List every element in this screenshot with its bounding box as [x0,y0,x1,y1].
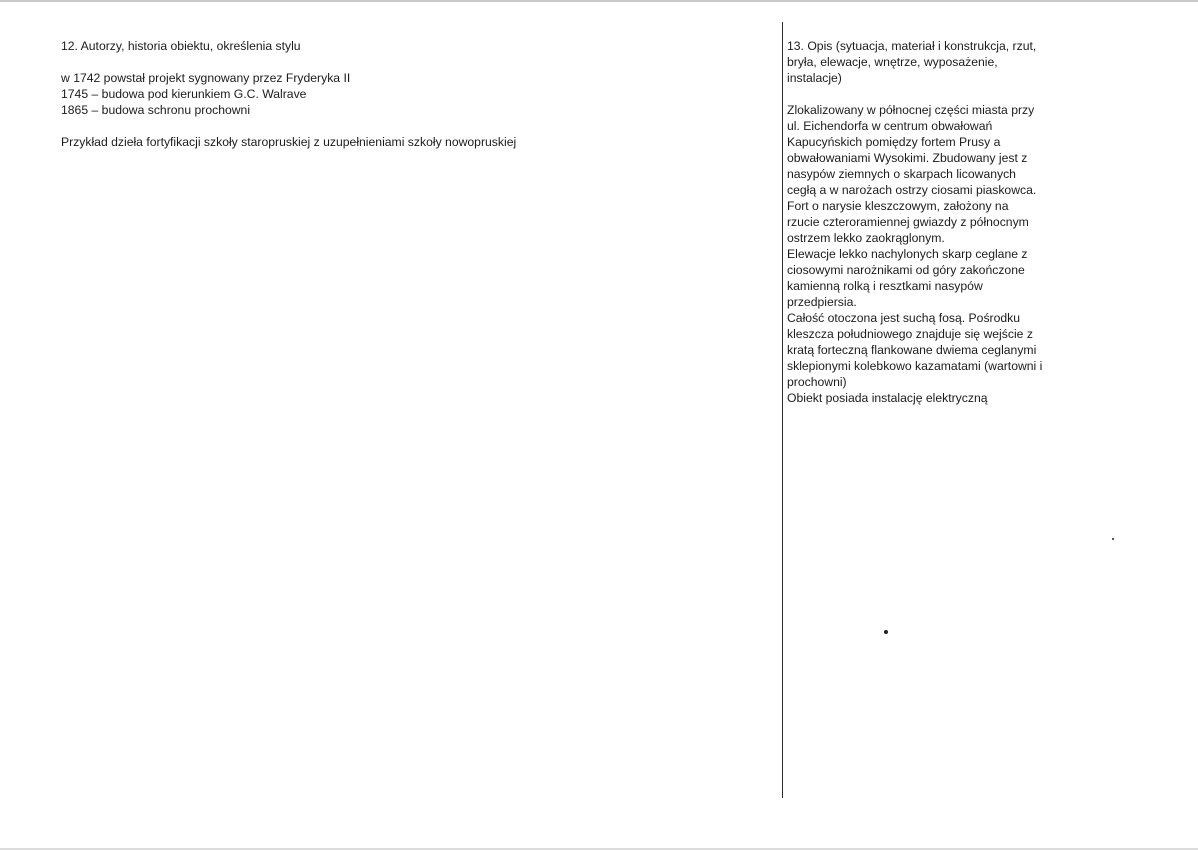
history-entry-1745: 1745 – budowa pod kierunkiem G.C. Walrave [61,87,307,101]
spacer [61,54,761,70]
description-line: Elewacje lekko nachylonych skarp ceglane z [787,247,1028,261]
section-12-heading: 12. Autorzy, historia obiektu, określenia stylu [61,39,301,53]
description-line: Kapucyńskich pomiędzy fortem Prusy a [787,135,1001,149]
section-13-heading-line: instalacje) [787,71,842,85]
history-entry-1865: 1865 – budowa schronu prochowni [61,103,251,117]
style-summary: Przykład dzieła fortyfikacji szkoły staropruskiej z uzupełnieniami szkoły nowopruskiej [61,135,517,149]
section-13-heading-line: bryła, elewacje, wnętrze, wyposażenie, [787,55,998,69]
description-line: cegłą a w narożach ostrzy ciosami piaskowca. [787,183,1037,197]
description-line: Zlokalizowany w północnej części miasta przy [787,103,1035,117]
description-line: Całość otoczona jest suchą fosą. Pośrodku [787,311,1021,325]
description-line: sklepionymi kolebkowo kazamatami (wartowni i [787,359,1043,373]
description-line: ostrzem lekko zaokrąglonym. [787,231,945,245]
description-line: kamienną rolką i resztkami nasypów [787,279,983,293]
description-line: obwałowaniami Wysokimi. Zbudowany jest z [787,151,1028,165]
section-12 [61,38,761,150]
description-line: ul. Eichendorfa w centrum obwałowań [787,119,993,133]
spacer [61,118,761,134]
spacer [787,86,1117,102]
description-line: kratą forteczną flankowane dwiema ceglanymi [787,343,1037,357]
history-entry-1742: w 1742 powstał projekt sygnowany przez Fryderyka II [61,71,351,85]
description-line: ciosowymi narożnikami od góry zakończone [787,263,1025,277]
section-13 [787,38,1117,406]
description-line: prochowni) [787,375,847,389]
description-line: przedpiersia. [787,295,857,309]
description-line: nasypów ziemnych o skarpach licowanych [787,167,1016,181]
description-line: rzucie czteroramiennej gwiazdy z północnym [787,215,1029,229]
description-line: kleszcza południowego znajduje się wejście z [787,327,1033,341]
section-13-heading-line: 13. Opis (sytuacja, materiał i konstrukcja, rzut, [787,39,1037,53]
scan-speck [1112,538,1114,540]
description-line: Obiekt posiada instalację elektryczną [787,391,988,405]
column-divider [782,22,783,798]
scan-speck [884,630,888,634]
description-line: Fort o narysie kleszczowym, założony na [787,199,1009,213]
